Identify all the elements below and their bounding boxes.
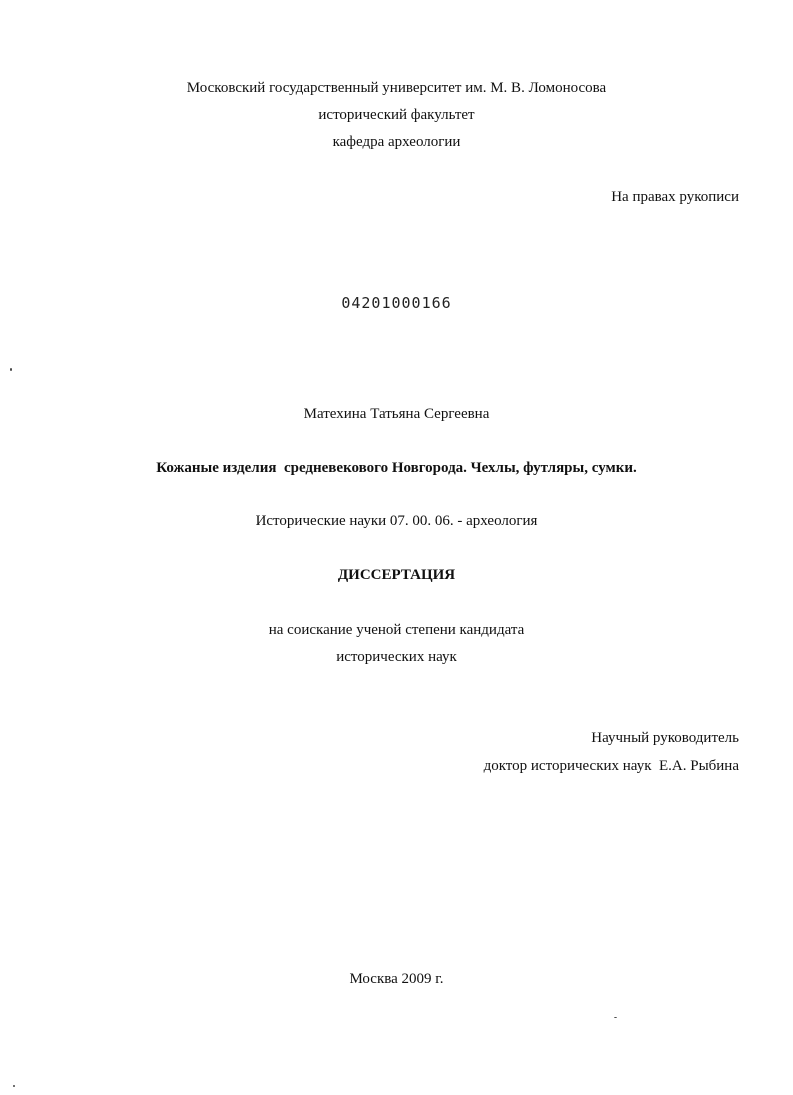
document-type: ДИССЕРТАЦИЯ (337, 567, 456, 583)
dissertation-title: Кожаные изделия средневекового Новгорода. Чехлы, футляры, сумки. (156, 460, 637, 476)
scan-speck (10, 368, 12, 371)
university-name: Московский государственный университет им. М. В. Ломоносова (186, 80, 607, 96)
scan-speck (13, 1085, 15, 1087)
place-year: Москва 2009 г. (349, 971, 444, 987)
library-code: 04201000166 (341, 294, 452, 312)
supervisor-role: Научный руководитель (591, 730, 739, 746)
department-name: кафедра археологии (332, 134, 461, 150)
degree-line-1: на соискание ученой степени кандидата (268, 622, 525, 638)
faculty-name: исторический факультет (318, 107, 475, 123)
degree-line-2: исторических наук (336, 649, 457, 665)
specialty: Исторические науки 07. 00. 06. - археология (255, 513, 538, 529)
supervisor-name: доктор исторических наук Е.А. Рыбина (483, 758, 739, 774)
rights-note: На правах рукописи (611, 189, 739, 205)
author-name: Матехина Татьяна Сергеевна (303, 406, 490, 422)
scan-speck (614, 1017, 617, 1018)
